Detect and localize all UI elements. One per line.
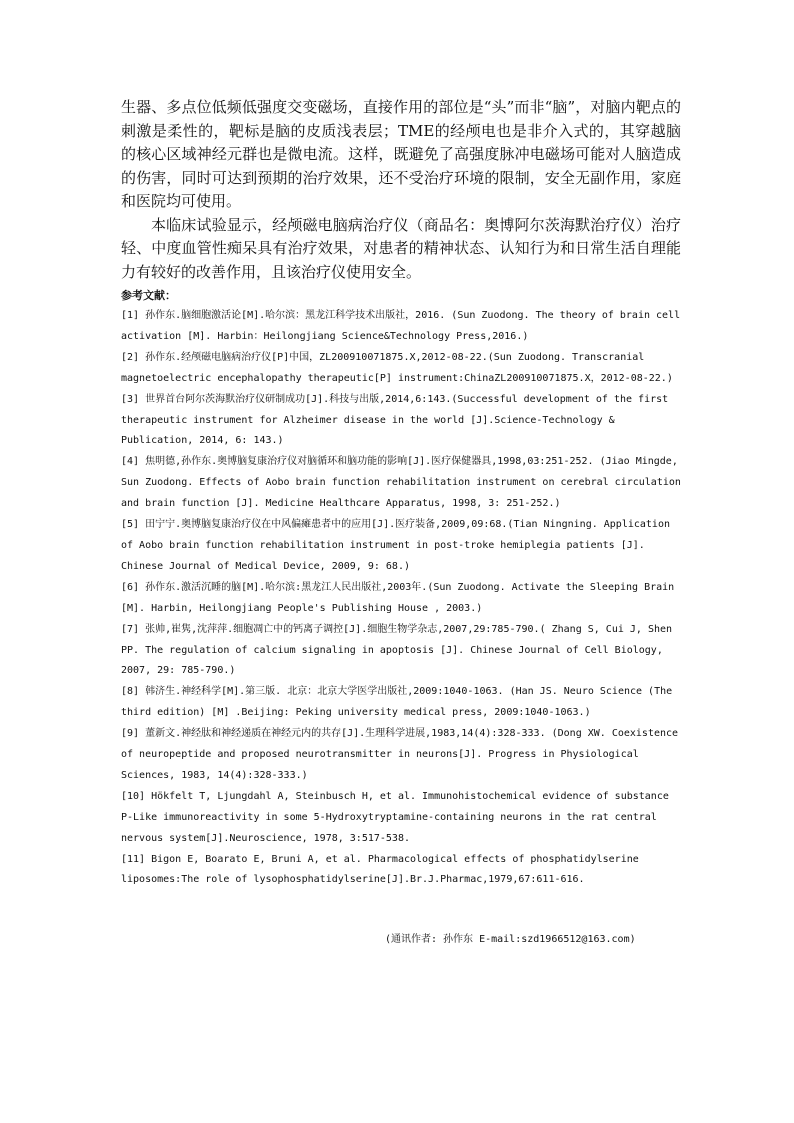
reference-item-11: [11] Bigon E, Boarato E, Bruni A, et al. Pharmacological effects of phosphatidylserine liposomes:The role of lysophosphatidylserine[J].Br.J.Pharmac,1979,67:611-616. <box>121 853 639 886</box>
reference-item-9: [9] 董新文.神经肽和神经递质在神经元内的共存[J].生理科学进展,1983,14(4):328-333. (Dong XW. Coexistence of neuropeptide and proposed neurotransmitter in neurons[J]. Progress in Physiological Sciences, 1983, 14(4):328-333.) <box>121 728 679 781</box>
body-paragraph-1: 生器、多点位低频低强度交变磁场，直接作用的部位是“头”而非“脑”，对脑内靶点的刺激是柔性的，靶标是脑的皮质浅表层；TME的经颅电也是非介入式的，其穿越脑的核心区域神经元群也是微电流。这样，既避免了高强度脉冲电磁场可能对人脑造成的伤害，同时可达到预期的治疗效果，还不受治疗环境的限制，安全无副作用，家庭和医院均可使用。 <box>121 98 681 210</box>
reference-item-6: [6] 孙作东.激活沉睡的脑[M].哈尔滨:黑龙江人民出版社,2003年.(Sun Zuodong. Activate the Sleeping Brain [M]. Harbin, Heilongjiang People's Publishing House , 2003.) <box>121 581 675 614</box>
references-heading: 参考文献： <box>121 289 176 302</box>
reference-item-10: [10] Hökfelt T, Ljungdahl A, Steinbusch H, et al. Immunohistochemical evidence of substance P-Like immunoreactivity in some 5-Hydroxytryptamine-containing neurons in the rat central nervous system[J].Neuroscience, 1978, 3:517-538. <box>121 790 669 844</box>
reference-item-8: [8] 韩济生.神经科学[M].第三版. 北京：北京大学医学出版社,2009:1040-1063. (Han JS. Neuro Science (The third edition) [M] .Beijing: Peking university medical press, 2009:1040-1063.) <box>121 686 673 719</box>
corresponding-author: (通讯作者: 孙作东 E-mail:szd1966512@163.com) <box>385 934 636 945</box>
body-paragraph-2: 本临床试验显示，经颅磁电脑病治疗仪（商品名：奥博阿尔茨海默治疗仪）治疗轻、中度血管性痴呆具有治疗效果，对患者的精神状态、认知行为和日常生活自理能力有较好的改善作用，且该治疗仪使用安全。 <box>121 215 681 281</box>
reference-item-5: [5] 田宁宁.奥博脑复康治疗仪在中风偏瘫患者中的应用[J].医疗装备,2009,09:68.(Tian Ningning. Application of Aobo brain function rehabilitation instrument in post-troke hemiplegia patients [J]. Chinese Journal of Medical Device, 2009, 9: 68.) <box>121 519 670 572</box>
reference-item-4: [4] 焦明德,孙作东.奥博脑复康治疗仪对脑循环和脑功能的影响[J].医疗保健器具,1998,03:251-252. (Jiao Mingde, Sun Zuodong. Effects of Aobo brain function rehabilitation instrument on cerebral circulation and brain function [J]. Medicine Healthcare Apparatus, 1998, 3: 251-252.) <box>121 456 681 510</box>
reference-item-2: [2] 孙作东.经颅磁电脑病治疗仪[P]中国，ZL200910071875.X,2012-08-22.(Sun Zuodong. Transcranial magnetoelectric encephalopathy therapeutic[P] instrument:ChinaZL200910071875.X，2012-08-22.) <box>121 351 673 384</box>
reference-list <box>121 306 681 891</box>
body-text <box>121 96 681 284</box>
reference-item-3: [3] 世界首台阿尔茨海默治疗仪研制成功[J].科技与出版,2014,6:143.(Successful development of the first therapeutic instrument for Alzheimer disease in the world [J].Science-Technology & Publication, 2014, 6: 143.) <box>121 393 669 447</box>
reference-item-7: [7] 张帅,崔隽,沈萍萍.细胞凋亡中的钙离子调控[J].细胞生物学杂志,2007,29:785-790.( Zhang S, Cui J, Shen PP. The regulation of calcium signaling in apoptosis [J]. Chinese Journal of Cell Biology, 2007, 29: 785-790.) <box>121 623 673 677</box>
reference-item-1: [1] 孙作东.脑细胞激活论[M].哈尔滨：黑龙江科学技术出版社，2016. (Sun Zuodong. The theory of brain cell activation [M]. Harbin：Heilongjiang Science&Technology Press,2016.) <box>121 310 681 342</box>
